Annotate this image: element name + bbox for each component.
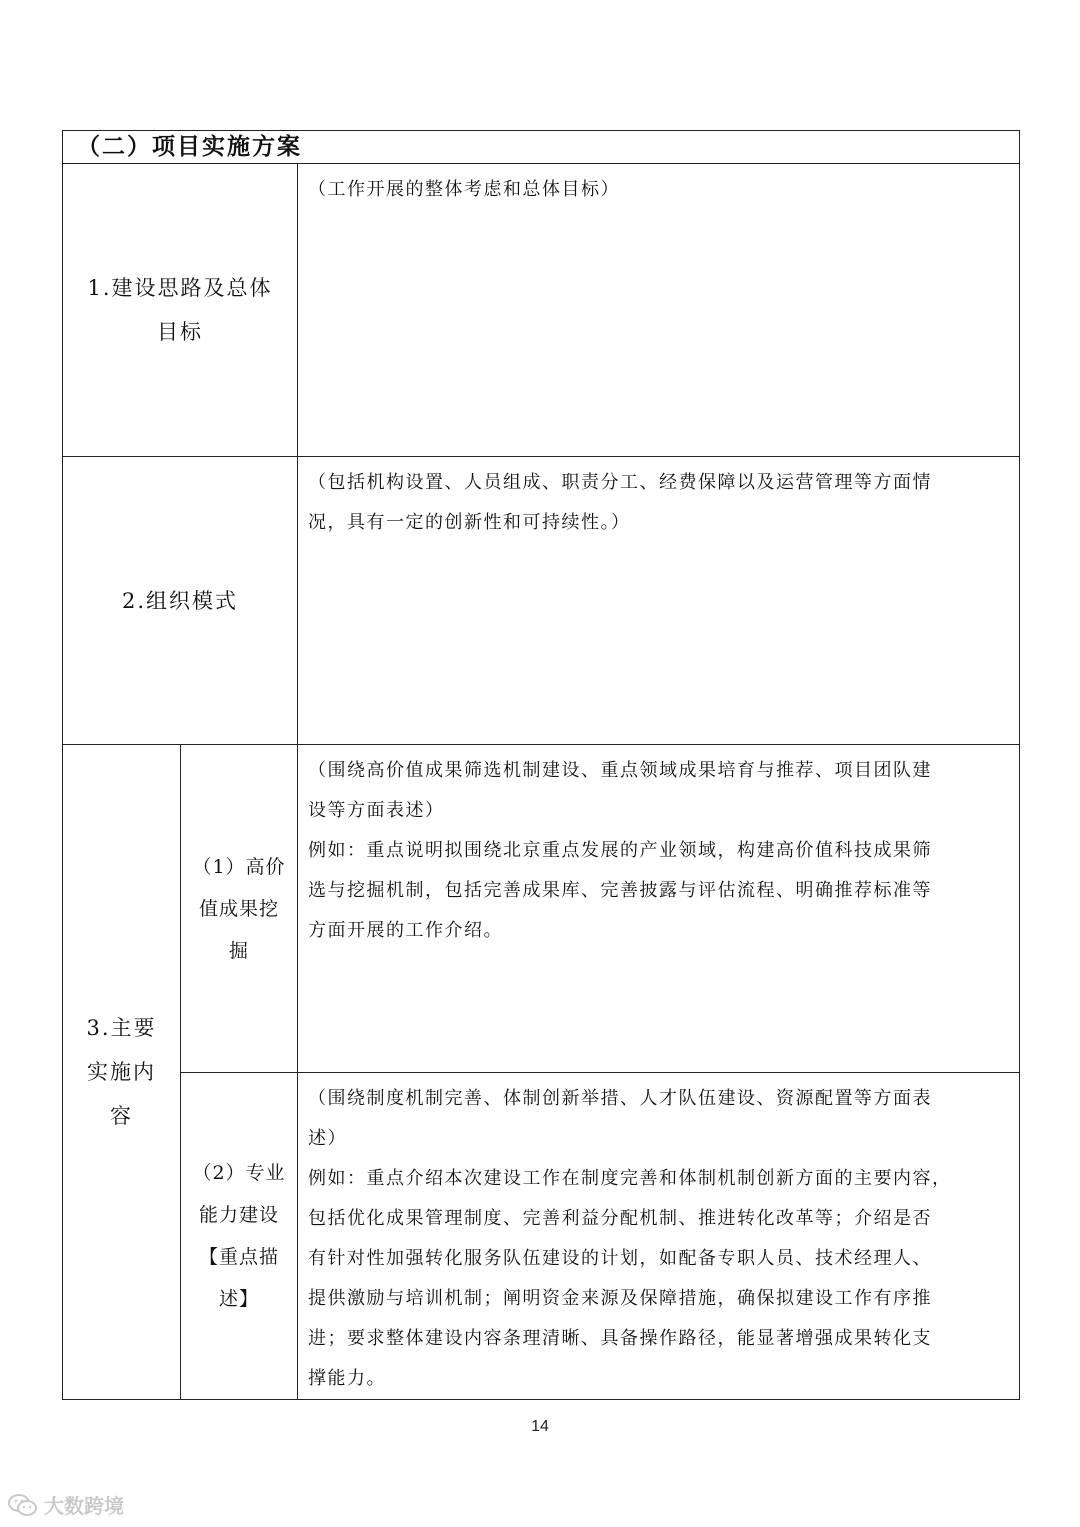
watermark bbox=[8, 1490, 124, 1519]
content-line: （包括机构设置、人员组成、职责分工、经费保障以及运营管理等方面情 bbox=[308, 472, 932, 493]
label-line: 掘 bbox=[228, 939, 249, 962]
content-line: 例如：重点说明拟围绕北京重点发展的产业领域，构建高价值科技成果筛 bbox=[308, 840, 932, 861]
label-line: （1）高价 bbox=[192, 855, 286, 878]
page-number: 14 bbox=[531, 1418, 549, 1435]
label-line: 目标 bbox=[157, 320, 203, 344]
content-organization-mode[interactable] bbox=[298, 457, 1020, 745]
content-line: 设等方面表述） bbox=[308, 800, 445, 821]
content-construction-goals[interactable] bbox=[298, 164, 1020, 457]
content-high-value-mining[interactable] bbox=[298, 745, 1020, 1073]
row-label-organization-mode: 2.组织模式 bbox=[63, 457, 298, 745]
wechat-logo-icon bbox=[8, 1493, 38, 1517]
label-line: 容 bbox=[110, 1104, 133, 1128]
row-label-main-content bbox=[63, 745, 181, 1400]
content-line: 撑能力。 bbox=[308, 1368, 386, 1389]
label-line: 能力建设 bbox=[198, 1204, 279, 1226]
content-line: 选与挖掘机制，包括完善成果库、完善披露与评估流程、明确推荐标准等 bbox=[308, 880, 932, 901]
content-line: 有针对性加强转化服务队伍建设的计划，如配备专职人员、技术经理人、 bbox=[308, 1248, 932, 1269]
label-line: 述】 bbox=[218, 1288, 259, 1310]
content-line: 进；要求整体建设内容条理清晰、具备操作路径，能显著增强成果转化支 bbox=[308, 1328, 932, 1349]
label-line: （2）专业 bbox=[192, 1162, 286, 1184]
label-line: 3.主要 bbox=[86, 1016, 157, 1040]
content-line: 例如：重点介绍本次建设工作在制度完善和体制机制创新方面的主要内容， bbox=[308, 1168, 952, 1189]
label-line: 1.建设思路及总体 bbox=[87, 276, 273, 300]
content-line: （围绕高价值成果筛选机制建设、重点领域成果培育与推荐、项目团队建 bbox=[308, 760, 932, 781]
content-line: 述） bbox=[308, 1128, 347, 1149]
content-professional-capacity[interactable] bbox=[298, 1073, 1020, 1400]
sublabel-professional-capacity bbox=[181, 1073, 298, 1400]
sublabel-high-value-mining bbox=[181, 745, 298, 1073]
label-line: 【重点描 bbox=[198, 1246, 279, 1268]
watermark-text: 大数跨境 bbox=[44, 1494, 124, 1518]
label-line: 值成果挖 bbox=[198, 897, 279, 920]
implementation-plan-table bbox=[62, 130, 1020, 1400]
label-line: 实施内 bbox=[87, 1060, 156, 1084]
content-line: 提供激励与培训机制；阐明资金来源及保障措施，确保拟建设工作有序推 bbox=[308, 1288, 932, 1309]
content-line: 方面开展的工作介绍。 bbox=[308, 920, 503, 941]
content-line: （工作开展的整体考虑和总体目标） bbox=[308, 179, 620, 200]
section-title: （二）项目实施方案 bbox=[63, 131, 1020, 164]
row-label-construction-goals bbox=[63, 164, 298, 457]
content-line: 况，具有一定的创新性和可持续性。） bbox=[308, 512, 631, 533]
content-line: （围绕制度机制完善、体制创新举措、人才队伍建设、资源配置等方面表 bbox=[308, 1088, 932, 1109]
content-line: 包括优化成果管理制度、完善利益分配机制、推进转化改革等；介绍是否 bbox=[308, 1208, 932, 1229]
